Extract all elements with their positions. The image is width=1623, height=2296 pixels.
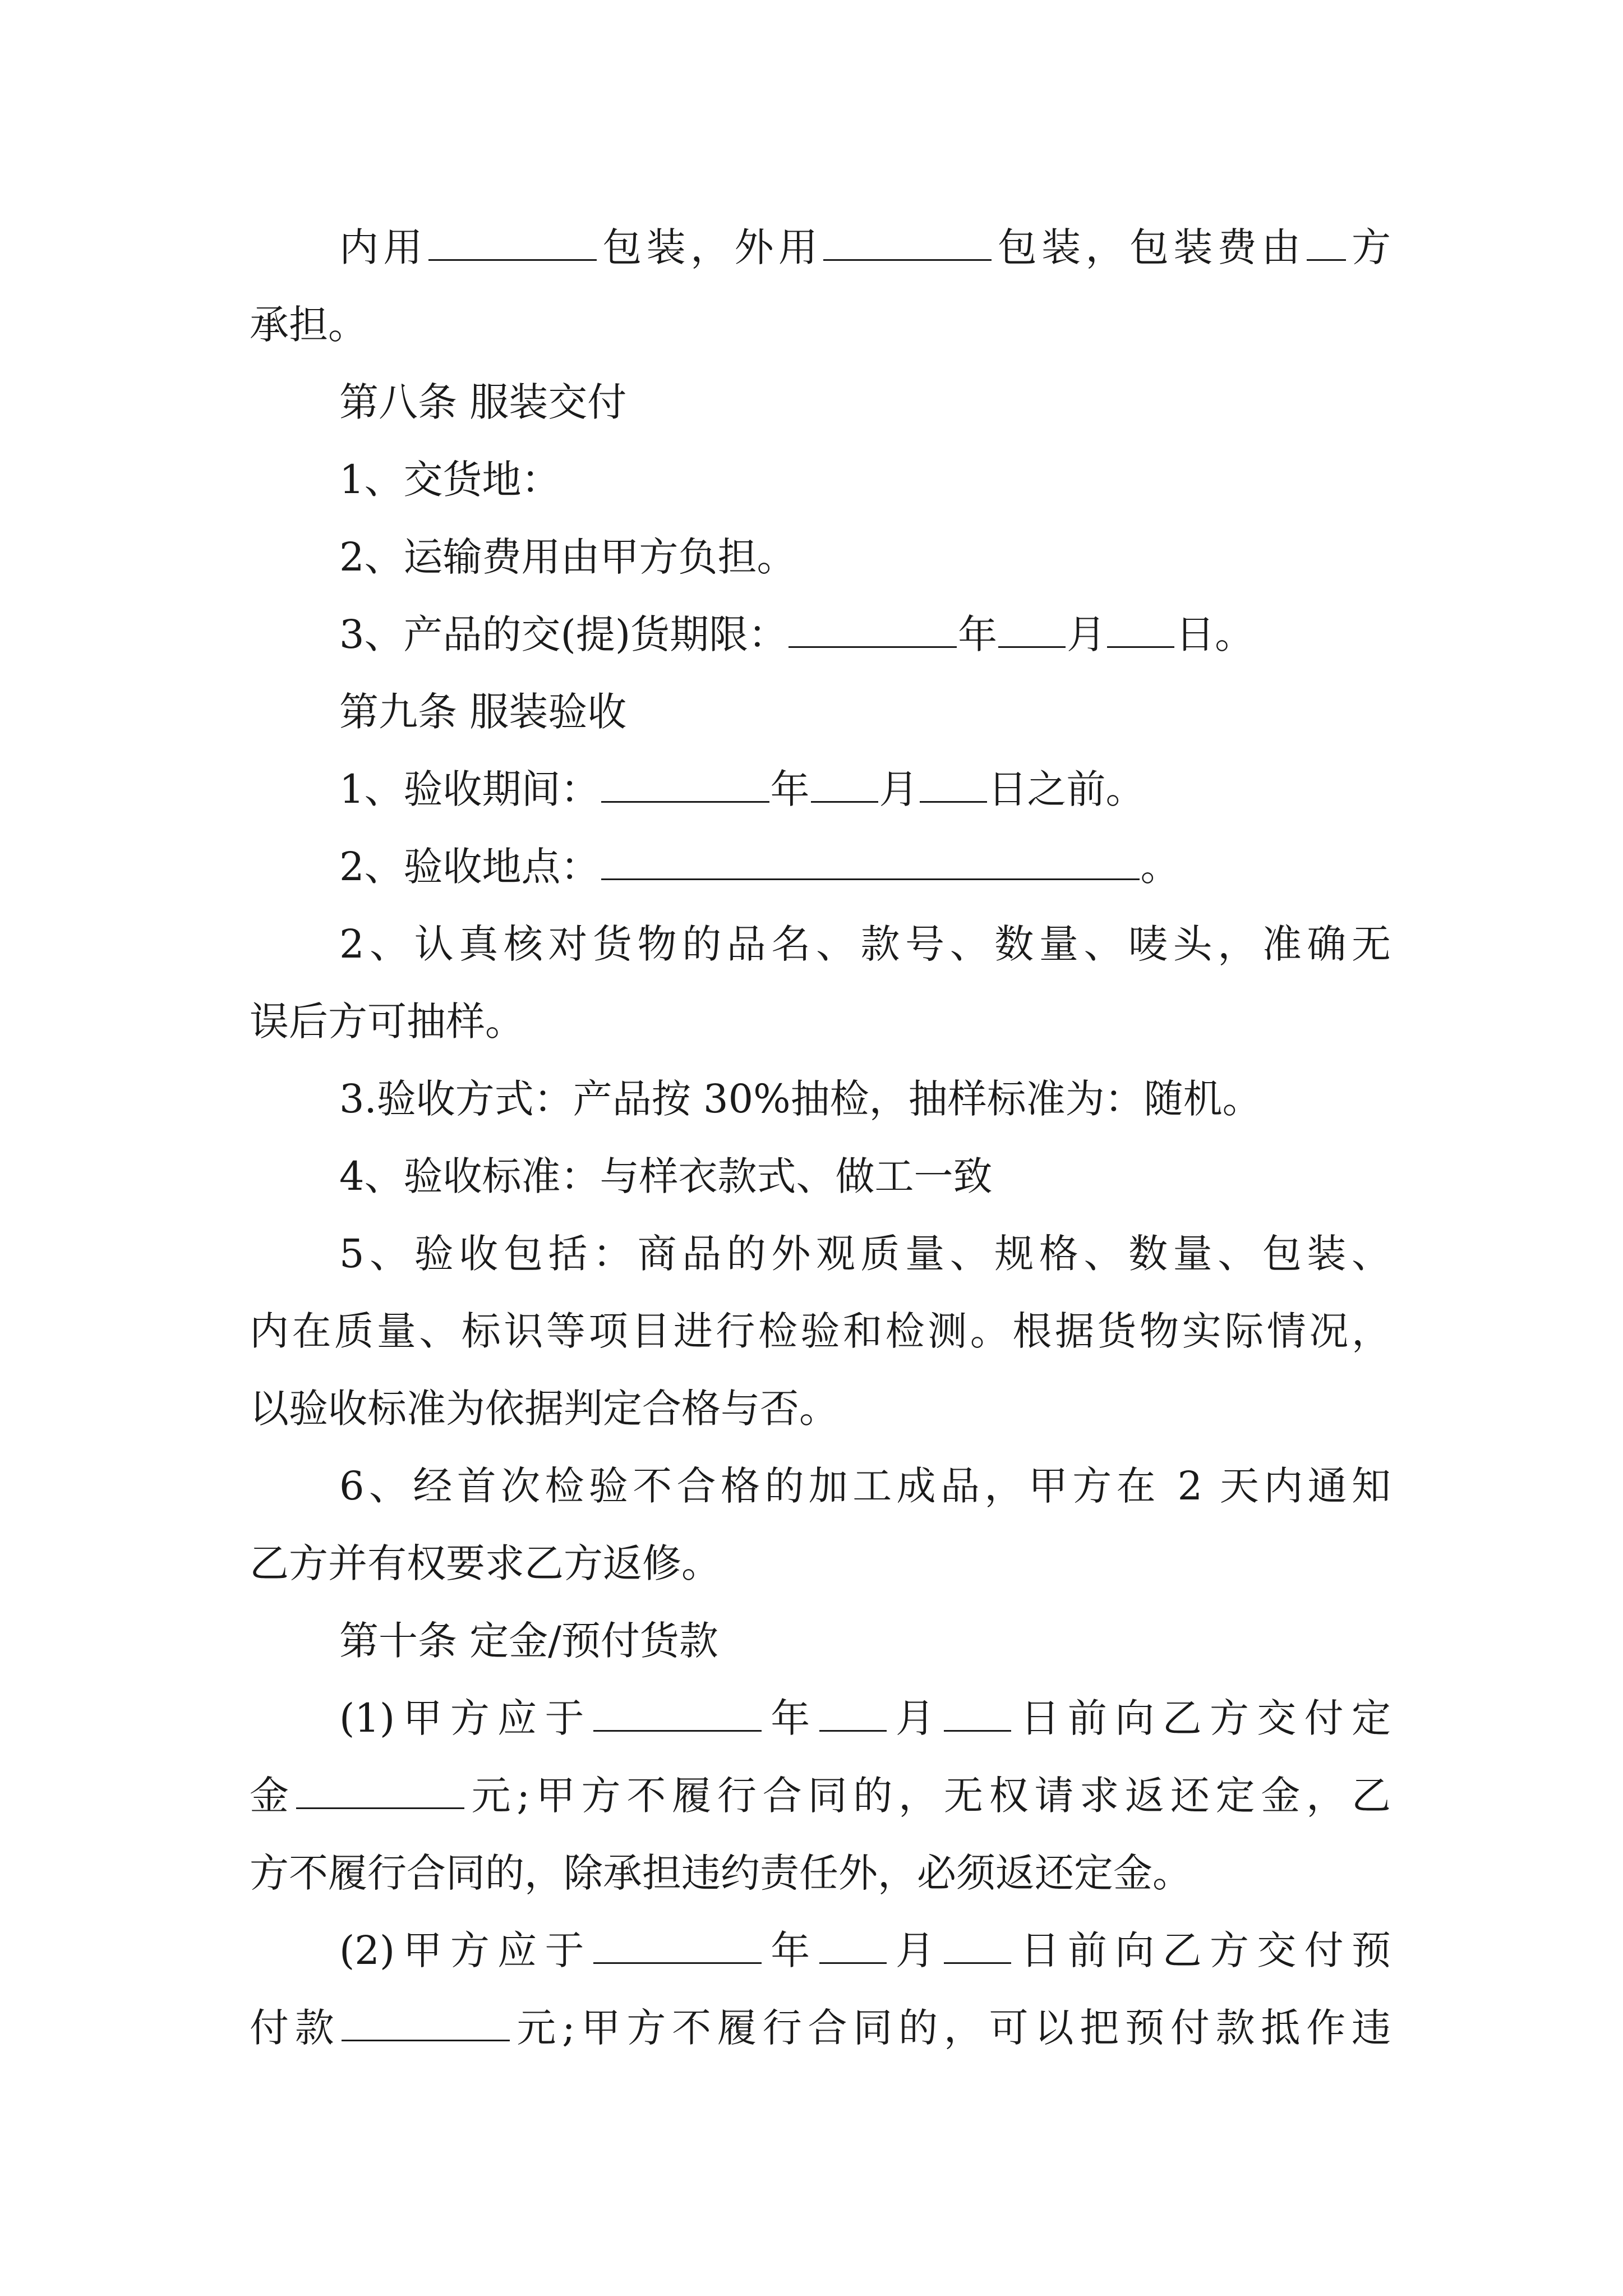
text: 年 [770, 766, 810, 812]
inspection-scope-end [250, 1370, 1391, 1447]
blank-line [601, 843, 1140, 880]
text: 年 [762, 1695, 818, 1741]
text: 年 [762, 1927, 818, 1973]
blank-line [819, 1694, 887, 1732]
blank-line [428, 223, 597, 261]
inspection-place [250, 828, 1391, 905]
prepayment-clause [250, 1912, 1391, 1989]
blank-line [819, 1926, 887, 1964]
blank-line [823, 223, 992, 261]
text: 误后方可抽样。 [250, 999, 524, 1045]
delivery-place [250, 441, 1391, 518]
blank-line [811, 765, 878, 803]
blank-line [593, 1926, 762, 1964]
text: 付款 [250, 2005, 340, 2051]
text: 内用 [339, 224, 427, 270]
article-10-heading [250, 1602, 1391, 1680]
text: 日前向乙方交付定 [1012, 1695, 1391, 1741]
text: 年 [958, 611, 998, 657]
deposit-clause-end [250, 1834, 1391, 1912]
packaging-line-cont [250, 286, 1391, 364]
text: 月 [879, 766, 919, 812]
text: 第九条 服装验收 [339, 689, 627, 735]
rework-clause [250, 1447, 1391, 1525]
text: 日前向乙方交付预 [1012, 1927, 1391, 1973]
text: 第十条 定金/预付货款 [339, 1618, 718, 1664]
blank-line [601, 765, 769, 803]
text: 3.验收方式：产品按 30%抽检，抽样标准为：随机。 [339, 1076, 1262, 1122]
inspection-scope-cont [250, 1292, 1391, 1370]
packaging-line [250, 209, 1391, 286]
text: 月 [887, 1695, 943, 1741]
text: 包装，外用 [597, 224, 823, 270]
blank-line [1307, 223, 1346, 261]
contract-page [250, 209, 1391, 2067]
transport-cost [250, 518, 1391, 596]
inspection-method [250, 1060, 1391, 1138]
text: 元;甲方不履行合同的，可以把预付款抵作违 [510, 2005, 1391, 2051]
text: 2、认真核对货物的品名、款号、数量、唛头，准确无 [339, 921, 1391, 967]
blank-line [342, 2004, 510, 2041]
deposit-clause-cont [250, 1757, 1391, 1834]
text: 6、经首次检验不合格的加工成品，甲方在 2 天内通知 [339, 1463, 1391, 1509]
text: 乙方并有权要求乙方返修。 [250, 1540, 721, 1586]
text: 4、验收标准：与样衣款式、做工一致 [339, 1153, 993, 1199]
check-goods [250, 905, 1391, 983]
text: 。 [1140, 844, 1180, 890]
text: 月 [887, 1927, 943, 1973]
text: 2、验收地点： [339, 844, 600, 890]
prepayment-clause-cont [250, 1989, 1391, 2067]
rework-clause-cont [250, 1525, 1391, 1602]
text: 日之前。 [988, 766, 1145, 812]
text: (2)甲方应于 [339, 1927, 592, 1973]
text: 2、运输费用由甲方负担。 [339, 534, 796, 580]
text: 日。 [1175, 611, 1255, 657]
text: 5、验收包括：商品的外观质量、规格、数量、包装、 [339, 1231, 1391, 1277]
blank-line [944, 1694, 1011, 1732]
text: 3、产品的交(提)货期限： [339, 611, 788, 657]
text: 金 [250, 1773, 295, 1819]
article-8-heading [250, 364, 1391, 441]
blank-line [593, 1694, 762, 1732]
text: 第八条 服装交付 [339, 379, 627, 425]
check-goods-cont [250, 983, 1391, 1060]
text: 元;甲方不履行合同的，无权请求返还定金，乙 [465, 1773, 1391, 1819]
blank-line [789, 610, 957, 648]
text: 1、交货地： [339, 457, 561, 503]
text: (1)甲方应于 [339, 1695, 592, 1741]
blank-line [920, 765, 987, 803]
text: 方 [1347, 224, 1391, 270]
inspection-scope [250, 1215, 1391, 1292]
text: 包装，包装费由 [993, 224, 1306, 270]
text: 承担。 [250, 302, 367, 348]
inspection-period [250, 751, 1391, 828]
text: 月 [1067, 611, 1106, 657]
text: 以验收标准为依据判定合格与否。 [250, 1386, 838, 1432]
article-9-heading [250, 673, 1391, 751]
inspection-standard [250, 1138, 1391, 1215]
blank-line [1107, 610, 1174, 648]
text: 内在质量、标识等项目进行检验和检测。根据货物实际情况， [250, 1308, 1391, 1354]
blank-line [944, 1926, 1011, 1964]
blank-line [296, 1772, 464, 1809]
deposit-clause [250, 1680, 1391, 1757]
text: 1、验收期间： [339, 766, 600, 812]
delivery-deadline [250, 596, 1391, 673]
blank-line [998, 610, 1066, 648]
text: 方不履行合同的，除承担违约责任外，必须返还定金。 [250, 1850, 1192, 1896]
